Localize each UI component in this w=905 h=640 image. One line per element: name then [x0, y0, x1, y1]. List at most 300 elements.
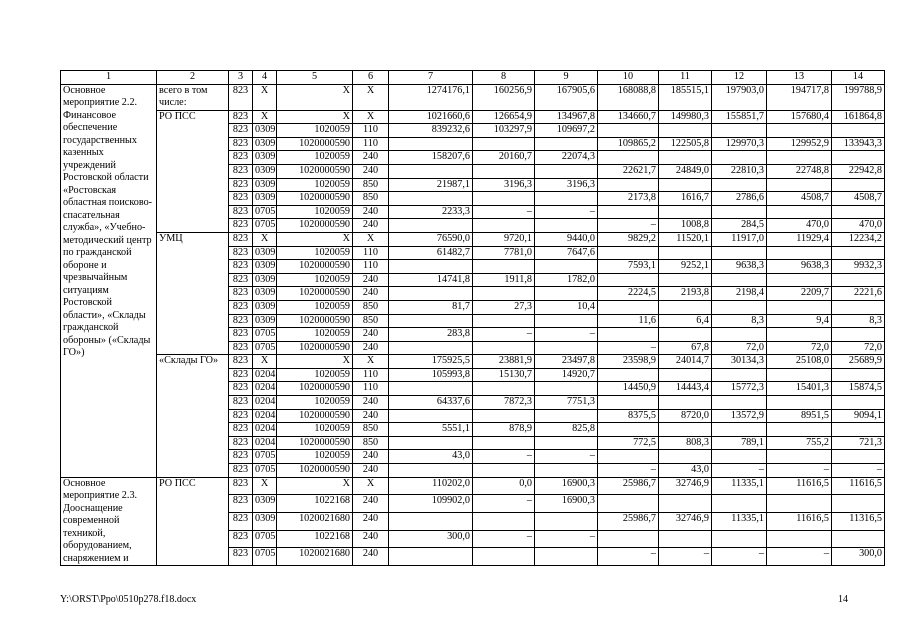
table-cell: 823: [229, 495, 253, 513]
table-cell: 850: [353, 436, 389, 450]
table-cell: [389, 260, 473, 274]
table-cell: 823: [229, 382, 253, 396]
table-cell: 1911,8: [473, 273, 535, 287]
table-cell: X: [277, 355, 353, 369]
table-cell: X: [277, 477, 353, 495]
table-cell: 0705: [253, 219, 277, 233]
table-cell: 126654,9: [473, 110, 535, 124]
column-header: 9: [535, 71, 598, 85]
table-cell: 10,4: [535, 300, 598, 314]
table-cell: 1020000590: [277, 192, 353, 206]
table-cell: [767, 495, 832, 513]
table-cell: 11,6: [598, 314, 659, 328]
table-cell: [832, 124, 885, 138]
table-cell: [473, 548, 535, 566]
table-cell: [659, 178, 712, 192]
activity-2-2-cell: Основное мероприятие 2.2. Финансовое обеспечение государственных казенных учреждений Ростовской области «Ростовская областная поисково-спасательная служба», «Учебно-методический центр по гражданской обороне и чрезвычайным ситуациям Ростовской области», «Склады гражданской обороны» («Склады ГО»): [61, 84, 157, 477]
table-cell: [832, 151, 885, 165]
table-cell: 1020059: [277, 178, 353, 192]
table-cell: 878,9: [473, 423, 535, 437]
table-cell: 1020000590: [277, 382, 353, 396]
table-cell: 772,5: [598, 436, 659, 450]
table-cell: 0309: [253, 300, 277, 314]
table-cell: 0705: [253, 328, 277, 342]
table-cell: 240: [353, 205, 389, 219]
table-cell: 72,0: [712, 341, 767, 355]
table-cell: 105993,8: [389, 368, 473, 382]
table-cell: 7781,0: [473, 246, 535, 260]
table-cell: [832, 396, 885, 410]
table-cell: –: [473, 495, 535, 513]
table-cell: [712, 368, 767, 382]
table-cell: 0309: [253, 260, 277, 274]
table-cell: X: [353, 355, 389, 369]
table-cell: [832, 328, 885, 342]
table-cell: –: [535, 205, 598, 219]
column-header: 1: [61, 71, 157, 85]
table-cell: 470,0: [767, 219, 832, 233]
table-cell: –: [598, 548, 659, 566]
table-cell: [767, 450, 832, 464]
table-cell: 850: [353, 314, 389, 328]
table-cell: 14450,9: [598, 382, 659, 396]
table-cell: 15130,7: [473, 368, 535, 382]
table-cell: [767, 530, 832, 548]
table-cell: [535, 192, 598, 206]
table-cell: 1020059: [277, 246, 353, 260]
table-cell: [535, 260, 598, 274]
table-cell: 11616,5: [767, 513, 832, 531]
table-cell: [832, 246, 885, 260]
table-cell: [598, 273, 659, 287]
table-cell: 155851,7: [712, 110, 767, 124]
table-cell: 823: [229, 178, 253, 192]
table-cell: 194717,8: [767, 84, 832, 110]
table-cell: 9829,2: [598, 232, 659, 246]
table-cell: 2224,5: [598, 287, 659, 301]
table-cell: [767, 178, 832, 192]
table-cell: [535, 513, 598, 531]
table-cell: 61482,7: [389, 246, 473, 260]
table-cell: 24014,7: [659, 355, 712, 369]
table-cell: [659, 396, 712, 410]
table-cell: [389, 341, 473, 355]
table-cell: –: [767, 464, 832, 478]
table-cell: 76590,0: [389, 232, 473, 246]
table-cell: 25986,7: [598, 513, 659, 531]
table-cell: 14443,4: [659, 382, 712, 396]
table-cell: 133943,3: [832, 137, 885, 151]
table-cell: X: [353, 232, 389, 246]
table-cell: 1020059: [277, 273, 353, 287]
table-cell: 1022168: [277, 530, 353, 548]
table-cell: –: [767, 548, 832, 566]
table-cell: X: [353, 477, 389, 495]
table-cell: 850: [353, 192, 389, 206]
table-cell: –: [473, 328, 535, 342]
table-cell: [832, 273, 885, 287]
table-cell: [598, 151, 659, 165]
table-cell: [832, 530, 885, 548]
table-cell: 823: [229, 232, 253, 246]
table-cell: 7593,1: [598, 260, 659, 274]
table-cell: 0204: [253, 396, 277, 410]
table-cell: [389, 513, 473, 531]
table-cell: 64337,6: [389, 396, 473, 410]
table-cell: 823: [229, 328, 253, 342]
table-cell: 0309: [253, 137, 277, 151]
table-cell: 72,0: [767, 341, 832, 355]
table-cell: 0309: [253, 192, 277, 206]
table-cell: 240: [353, 164, 389, 178]
table-cell: 1022168: [277, 495, 353, 513]
table-cell: [389, 314, 473, 328]
table-cell: [535, 382, 598, 396]
column-header: 7: [389, 71, 473, 85]
table-cell: [712, 178, 767, 192]
table-cell: 0204: [253, 409, 277, 423]
table-cell: 839232,6: [389, 124, 473, 138]
table-cell: 1020000590: [277, 436, 353, 450]
table-cell: [535, 219, 598, 233]
table-cell: 823: [229, 287, 253, 301]
table-cell: 43,0: [389, 450, 473, 464]
table-cell: [598, 178, 659, 192]
table-cell: [535, 409, 598, 423]
group-sklady-go-cell: «Склады ГО»: [157, 355, 229, 477]
table-cell: 149980,3: [659, 110, 712, 124]
table-cell: 823: [229, 164, 253, 178]
table-cell: [767, 423, 832, 437]
table-cell: [832, 178, 885, 192]
table-cell: 7647,6: [535, 246, 598, 260]
table-cell: 823: [229, 450, 253, 464]
table-cell: 240: [353, 450, 389, 464]
group-ro-pss-cell: РО ПСС: [157, 110, 229, 232]
column-header: 10: [598, 71, 659, 85]
table-cell: [389, 409, 473, 423]
table-cell: 0309: [253, 314, 277, 328]
table-cell: X: [277, 84, 353, 110]
table-cell: 1020059: [277, 151, 353, 165]
table-cell: 823: [229, 464, 253, 478]
table-cell: 11316,5: [832, 513, 885, 531]
table-cell: [767, 273, 832, 287]
table-cell: 789,1: [712, 436, 767, 450]
table-cell: 823: [229, 219, 253, 233]
table-cell: –: [535, 530, 598, 548]
table-cell: 30134,3: [712, 355, 767, 369]
table-cell: 110202,0: [389, 477, 473, 495]
table-cell: [598, 300, 659, 314]
table-cell: 240: [353, 328, 389, 342]
table-cell: 300,0: [389, 530, 473, 548]
table-row: [61, 232, 885, 246]
table-cell: 110: [353, 260, 389, 274]
table-cell: 0705: [253, 205, 277, 219]
table-cell: 823: [229, 300, 253, 314]
table-cell: 1616,7: [659, 192, 712, 206]
table-cell: 0705: [253, 464, 277, 478]
table-cell: X: [253, 355, 277, 369]
table-cell: [389, 436, 473, 450]
table-cell: 0204: [253, 423, 277, 437]
table-cell: –: [535, 450, 598, 464]
table-cell: [712, 300, 767, 314]
table-cell: 823: [229, 396, 253, 410]
table-cell: 823: [229, 368, 253, 382]
table-cell: 825,8: [535, 423, 598, 437]
table-cell: [832, 368, 885, 382]
table-cell: 240: [353, 513, 389, 531]
table-cell: 823: [229, 205, 253, 219]
table-cell: 850: [353, 178, 389, 192]
table-cell: 8375,5: [598, 409, 659, 423]
table-cell: 67,8: [659, 341, 712, 355]
table-cell: [598, 396, 659, 410]
table-cell: 21987,1: [389, 178, 473, 192]
table-cell: 1020059: [277, 300, 353, 314]
table-cell: [535, 548, 598, 566]
table-cell: [473, 164, 535, 178]
table-cell: 2233,3: [389, 205, 473, 219]
footer-file-path: Y:\ORST\Ppo\0510p278.f18.docx: [60, 594, 197, 605]
table-cell: X: [253, 110, 277, 124]
table-cell: 1782,0: [535, 273, 598, 287]
table-cell: [767, 124, 832, 138]
column-header: 8: [473, 71, 535, 85]
table-cell: [712, 205, 767, 219]
table-cell: [389, 192, 473, 206]
table-cell: [767, 368, 832, 382]
table-cell: 823: [229, 84, 253, 110]
table-cell: 240: [353, 273, 389, 287]
table-cell: 240: [353, 287, 389, 301]
table-cell: 823: [229, 110, 253, 124]
table-cell: –: [712, 464, 767, 478]
table-cell: [473, 464, 535, 478]
column-header: 5: [277, 71, 353, 85]
table-cell: 823: [229, 341, 253, 355]
table-cell: 4508,7: [832, 192, 885, 206]
table-cell: 24849,0: [659, 164, 712, 178]
table-cell: X: [353, 110, 389, 124]
table-cell: 7872,3: [473, 396, 535, 410]
table-cell: 470,0: [832, 219, 885, 233]
table-cell: 1020000590: [277, 409, 353, 423]
column-header: 13: [767, 71, 832, 85]
table-cell: [659, 151, 712, 165]
table-cell: [473, 137, 535, 151]
table-cell: 25689,9: [832, 355, 885, 369]
table-cell: 823: [229, 260, 253, 274]
table-header-row: [61, 71, 885, 85]
table-cell: 1274176,1: [389, 84, 473, 110]
table-cell: 823: [229, 355, 253, 369]
table-cell: [767, 300, 832, 314]
table-cell: 0705: [253, 341, 277, 355]
table-cell: –: [598, 464, 659, 478]
table-cell: 22810,3: [712, 164, 767, 178]
table-cell: [598, 495, 659, 513]
table-cell: 0705: [253, 548, 277, 566]
table-row: [61, 84, 885, 110]
column-header: 4: [253, 71, 277, 85]
table-cell: –: [598, 341, 659, 355]
table-cell: 823: [229, 151, 253, 165]
table-cell: 16900,3: [535, 477, 598, 495]
table-cell: 8,3: [712, 314, 767, 328]
table-cell: 11917,0: [712, 232, 767, 246]
table-cell: 199788,9: [832, 84, 885, 110]
table-cell: 2173,8: [598, 192, 659, 206]
column-header: 2: [157, 71, 229, 85]
table-cell: 823: [229, 314, 253, 328]
group-umc-cell: УМЦ: [157, 232, 229, 354]
table-cell: 8720,0: [659, 409, 712, 423]
table-cell: X: [253, 84, 277, 110]
table-cell: [767, 396, 832, 410]
table-cell: –: [473, 205, 535, 219]
table-cell: [832, 423, 885, 437]
group-ro-pss-cell: РО ПСС: [157, 477, 229, 566]
table-cell: [712, 530, 767, 548]
table-cell: [832, 300, 885, 314]
table-cell: 0309: [253, 273, 277, 287]
table-cell: 850: [353, 300, 389, 314]
table-cell: [712, 124, 767, 138]
table-cell: [712, 396, 767, 410]
table-cell: [389, 464, 473, 478]
table-cell: [712, 151, 767, 165]
table-cell: [535, 341, 598, 355]
table-cell: 0309: [253, 287, 277, 301]
table-cell: 12234,2: [832, 232, 885, 246]
table-cell: 0309: [253, 124, 277, 138]
table-cell: [473, 219, 535, 233]
table-row: [61, 355, 885, 369]
table-cell: 32746,9: [659, 477, 712, 495]
table-cell: 23598,9: [598, 355, 659, 369]
table-cell: [535, 164, 598, 178]
table-cell: [598, 246, 659, 260]
table-cell: 25986,7: [598, 477, 659, 495]
table-row: [61, 477, 885, 495]
table-cell: 1021660,6: [389, 110, 473, 124]
table-cell: 11520,1: [659, 232, 712, 246]
table-cell: 1020000590: [277, 164, 353, 178]
table-cell: 823: [229, 548, 253, 566]
table-cell: 27,3: [473, 300, 535, 314]
table-cell: 15401,3: [767, 382, 832, 396]
table-cell: 160256,9: [473, 84, 535, 110]
table-cell: 9638,3: [712, 260, 767, 274]
table-cell: 11335,1: [712, 477, 767, 495]
table-cell: 8951,5: [767, 409, 832, 423]
table-cell: 167905,6: [535, 84, 598, 110]
table-cell: 158207,6: [389, 151, 473, 165]
table-cell: [389, 219, 473, 233]
table-cell: 240: [353, 396, 389, 410]
table-cell: 11616,5: [832, 477, 885, 495]
table-cell: 5551,1: [389, 423, 473, 437]
activity-2-3-cell: Основное мероприятие 2.3. Дооснащение современной техникой, оборудованием, снаряжением и: [61, 477, 157, 566]
table-cell: 3196,3: [535, 178, 598, 192]
table-cell: 850: [353, 423, 389, 437]
table-cell: [712, 495, 767, 513]
table-cell: 161864,8: [832, 110, 885, 124]
table-cell: [659, 423, 712, 437]
table-cell: 103297,9: [473, 124, 535, 138]
column-header: 6: [353, 71, 389, 85]
table-cell: 14920,7: [535, 368, 598, 382]
table-cell: [767, 205, 832, 219]
table-cell: [659, 530, 712, 548]
table-cell: 22942,8: [832, 164, 885, 178]
table-cell: [598, 368, 659, 382]
table-cell: 9094,1: [832, 409, 885, 423]
table-cell: 9440,0: [535, 232, 598, 246]
table-cell: 23497,8: [535, 355, 598, 369]
table-cell: 22748,8: [767, 164, 832, 178]
table-cell: 2209,7: [767, 287, 832, 301]
table-cell: [389, 287, 473, 301]
table-cell: [535, 436, 598, 450]
table-cell: 43,0: [659, 464, 712, 478]
table-cell: [659, 495, 712, 513]
table-cell: X: [277, 110, 353, 124]
table-cell: 1020059: [277, 328, 353, 342]
table-cell: 240: [353, 341, 389, 355]
table-cell: 808,3: [659, 436, 712, 450]
table-cell: [535, 137, 598, 151]
table-cell: 1020000590: [277, 341, 353, 355]
table-cell: 1020000590: [277, 314, 353, 328]
table-cell: 129952,9: [767, 137, 832, 151]
table-cell: [712, 273, 767, 287]
table-cell: 0309: [253, 513, 277, 531]
table-cell: 9638,3: [767, 260, 832, 274]
column-header: 14: [832, 71, 885, 85]
table-cell: 240: [353, 495, 389, 513]
table-cell: 1020059: [277, 396, 353, 410]
table-cell: 72,0: [832, 341, 885, 355]
table-cell: 134967,8: [535, 110, 598, 124]
column-header: 3: [229, 71, 253, 85]
table-cell: 110: [353, 246, 389, 260]
table-cell: 129970,3: [712, 137, 767, 151]
table-cell: 2198,4: [712, 287, 767, 301]
table-cell: 15772,3: [712, 382, 767, 396]
table-cell: 16900,3: [535, 495, 598, 513]
table-cell: [767, 328, 832, 342]
table-cell: 109902,0: [389, 495, 473, 513]
table-cell: [535, 287, 598, 301]
table-cell: 11335,1: [712, 513, 767, 531]
table-cell: 240: [353, 530, 389, 548]
table-cell: 2786,6: [712, 192, 767, 206]
table-cell: [473, 192, 535, 206]
table-cell: 1020000590: [277, 287, 353, 301]
table-cell: [598, 328, 659, 342]
table-cell: 175925,5: [389, 355, 473, 369]
table-cell: 755,2: [767, 436, 832, 450]
table-cell: 1020000590: [277, 137, 353, 151]
table-cell: [659, 450, 712, 464]
table-cell: 32746,9: [659, 513, 712, 531]
table-cell: 0309: [253, 178, 277, 192]
table-cell: 823: [229, 423, 253, 437]
